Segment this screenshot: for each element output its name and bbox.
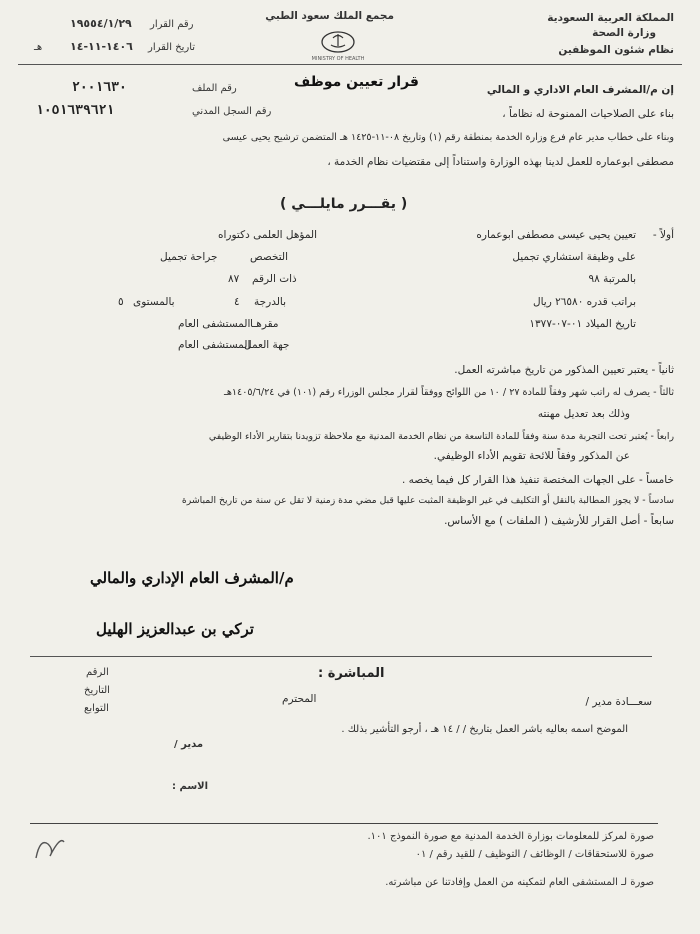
header-divider [18,64,682,65]
director-salutation: سعـــادة مدير / [585,696,652,708]
copies-divider [30,823,658,824]
clause-second: ثانياً - يعتبر تعيين المذكور من تاريخ مباشرته العمل. [454,364,674,376]
work-label: جهة العمل [244,339,290,351]
first-label: أولاً - [652,229,674,241]
intro-line-2: بناء على الصلاحيات الممنوحة له نظاماً ، [502,108,674,120]
ref-date-label: التاريخ [84,685,110,696]
qualification: المؤهل العلمى دكتوراه [218,229,318,241]
clause-seventh: سابعاً - أصل القرار للأرشيف ( الملفات ) مع الأساس. [444,515,674,527]
respected-label: المحترم [282,693,317,705]
specialty-label: التخصص [250,251,289,263]
civil-no-label: رقم السجل المدني [192,106,272,117]
specialty-value: جراحة تجميل [160,251,218,263]
decision-date-value: ١٤٠٦-١١-١٤ [70,40,133,53]
grade-value: ٤ [234,296,240,308]
ministry-logo-icon [318,28,358,56]
number-value: ٨٧ [228,273,240,285]
civil-no-value: ١٠٥١٦٣٩٦٢١ [36,103,115,118]
job-title: على وظيفة استشاري تجميل [512,251,636,263]
commencement-text: الموضح اسمه بعاليه باشر العمل بتاريخ / / ١٤ هـ ، أرجو التأشير بذلك . [341,724,628,735]
name-label: الاسم : [172,781,209,792]
copy-line-1: صورة لمركز للمعلومات بوزارة الخدمة المدنية مع صورة النموذج ١٠١. [367,831,654,842]
copy-line-2: صورة للاستحقاقات / الوظائف / التوظيف / للقيد رقم / ٠١ [415,849,654,860]
signature-name: تركي بن عبدالعزيز الهليل [96,620,254,638]
level-label: بالمستوى [133,296,175,308]
kingdom-label: المملكة العربية السعودية [547,12,674,24]
signature-title: م/المشرف العام الإداري والمالي [90,569,294,587]
system-label: نظام شئون الموظفين [558,44,674,56]
logo-caption: MINISTRY OF HEALTH [311,56,365,62]
clause-sixth: سادساً - لا يجوز المطالبة بالنقل أو التكليف في غير الوظيفة المثبت عليها قبل مضي مدة زمنية لا تقل عن سنة من تاريخ المباشرة [181,495,674,506]
hq-label: مقرهـا [250,318,279,330]
director-label: مدير / [174,739,204,750]
file-no-value: ٢٠٠١٦٣٠ [72,80,127,95]
clause-fourth-b: عن المذكور وفقاً للائحة تقويم الأداء الوظيفي. [433,450,630,462]
handwritten-mark-icon [30,830,70,866]
work-value: المستشفى العام [178,339,251,351]
salary: براتب قدره ٢٦٥٨٠ ريال [532,296,636,308]
intro-line-1: إن م/المشرف العام الاداري و المالي [486,84,674,96]
complex-label: مجمع الملك سعود الطبي [265,10,394,22]
decision-no-label: رقم القرار [150,19,194,30]
decides-heading: ( يقـــرر مايلـــي ) [280,196,408,212]
birth-date: تاريخ الميلاد ٠١-٠٧-١٣٧٧ [529,318,636,330]
first-appoint: تعيين يحيى عيسى مصطفى ابوعماره [476,229,636,241]
intro-line-4: مصطفى ابوعماره للعمل لدينا بهذه الوزارة واستناداً إلى مقتضيات نظام الخدمة ، [327,156,674,168]
rank: بالمرتبة ٩٨ [588,273,636,285]
decision-no-value: ١٩٥٥٤/١/٢٩ [70,17,132,30]
commencement-divider [30,656,652,657]
ref-no-label: الرقم [86,667,109,678]
clause-third-b: وذلك بعد تعديل مهنته [537,408,630,420]
intro-line-3: وبناء على خطاب مدير عام فرع وزارة الخدمة بمنطقة رقم (١) وتاريخ ٠٨-١١-١٤٢٥ هـ المتضمن ترشيح يحيى عيسى [222,132,674,143]
page-title: قرار تعيين موظف [294,74,419,90]
commencement-title: المباشرة : [318,666,385,681]
number-label: ذات الرقم [252,273,297,285]
clause-fourth: رابعاً - يُعتبر تحت التجربة مدة سنة وفقاً للمادة التاسعة من نظام الخدمة المدنية مع ملاحظة تزويدنا بتقارير الأداء الوظيفي [208,431,674,442]
decision-date-suffix: هـ [34,42,43,53]
ministry-label: وزارة الصحة [592,27,656,39]
copy-line-3: صورة لـ المستشفى العام لتمكينه من العمل وإفادتنا عن مباشرته. [385,877,654,888]
grade-label: بالدرجة [254,296,287,308]
clause-third: ثالثاً - يصرف له راتب شهر وفقاً للمادة ٢٧ / ١٠ من اللوائح ووفقاً لقرار مجلس الوزراء رقم (١٠١) في ١٤٠٥/٦/٢٤هـ [224,387,674,398]
clause-fifth: خامساً - على الجهات المختصة تنفيذ هذا القرار كل فيما يخصه . [401,474,674,486]
attachments-label: التوابع [84,703,109,714]
level-value: ٥ [118,296,124,308]
hq-value: المستشفى العام [178,318,251,330]
file-no-label: رقم الملف [192,83,237,94]
decision-date-label: تاريخ القرار [148,42,196,53]
